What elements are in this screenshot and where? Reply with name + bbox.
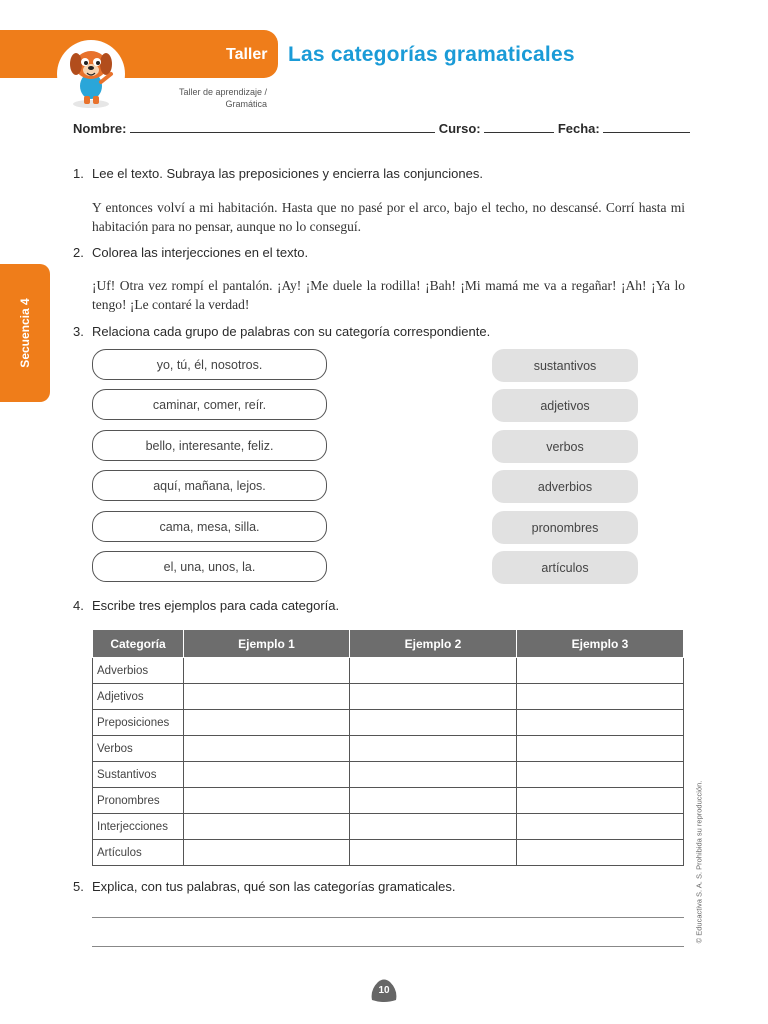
answer-cell[interactable]: [184, 814, 350, 840]
question-2-passage: ¡Uf! Otra vez rompí el pantalón. ¡Ay! ¡Me duele la rodilla! ¡Bah! ¡Mi mamá me va a regañar! ¡Ah! ¡Ya lo tengo! ¡Le contaré la verdad!: [92, 278, 685, 312]
answer-cell[interactable]: [517, 710, 684, 736]
answer-cell[interactable]: [184, 788, 350, 814]
table-header: Ejemplo 1: [184, 630, 350, 658]
page-number-badge: [368, 976, 400, 1004]
category-cell: Adverbios: [93, 658, 184, 684]
question-1-passage: Y entonces volví a mi habitación. Hasta que no pasé por el arco, bajo el techo, no descansé. Corrí hasta mi habitación para no pensar, aunque no lo conseguí.: [92, 200, 685, 234]
table-row: [93, 658, 684, 684]
table-row: [93, 762, 684, 788]
student-info-line: [73, 120, 685, 136]
page-title: Las categorías gramaticales: [288, 43, 575, 66]
sequence-tab-label: Secuencia 4: [18, 298, 32, 368]
answer-cell[interactable]: [184, 736, 350, 762]
sequence-tab: [0, 264, 50, 402]
answer-cell[interactable]: [350, 658, 517, 684]
table-row: [93, 710, 684, 736]
match-left-item[interactable]: el, una, unos, la.: [92, 551, 327, 582]
table-row: [93, 788, 684, 814]
page-number: 10: [378, 985, 390, 996]
answer-cell[interactable]: [350, 762, 517, 788]
table-header: Ejemplo 3: [517, 630, 684, 658]
answer-cell[interactable]: [350, 684, 517, 710]
curso-label: Curso:: [438, 121, 481, 136]
answer-line[interactable]: [92, 917, 684, 918]
match-right-item[interactable]: adjetivos: [492, 389, 638, 422]
question-5: 5. Explica, con tus palabras, qué son las categorías gramaticales.: [73, 879, 456, 894]
table-row: [93, 814, 684, 840]
curso-field[interactable]: [484, 120, 554, 133]
examples-table: [92, 629, 684, 866]
answer-cell[interactable]: [517, 788, 684, 814]
category-cell: Artículos: [93, 840, 184, 866]
question-2: 2. Colorea las interjecciones en el texto.: [73, 245, 309, 260]
match-left-item[interactable]: caminar, comer, reír.: [92, 389, 327, 420]
dog-mascot-icon: [55, 38, 127, 110]
category-cell: Interjecciones: [93, 814, 184, 840]
copyright-notice: © Educactiva S. A. S. Prohibida su reproducción.: [694, 780, 704, 944]
match-left-item[interactable]: aquí, mañana, lejos.: [92, 470, 327, 501]
category-cell: Verbos: [93, 736, 184, 762]
table-row: [93, 840, 684, 866]
answer-cell[interactable]: [184, 684, 350, 710]
nombre-field[interactable]: [130, 120, 435, 133]
match-left-item[interactable]: yo, tú, él, nosotros.: [92, 349, 327, 380]
table-row: [93, 684, 684, 710]
match-left-item[interactable]: bello, interesante, feliz.: [92, 430, 327, 461]
question-3: 3. Relaciona cada grupo de palabras con su categoría correspondiente.: [73, 324, 491, 339]
workshop-label: Taller: [226, 46, 268, 63]
answer-cell[interactable]: [350, 788, 517, 814]
category-cell: Sustantivos: [93, 762, 184, 788]
answer-cell[interactable]: [517, 684, 684, 710]
category-cell: Preposiciones: [93, 710, 184, 736]
question-1: 1. Lee el texto. Subraya las preposiciones y encierra las conjunciones.: [73, 166, 483, 181]
answer-cell[interactable]: [184, 710, 350, 736]
answer-line[interactable]: [92, 946, 684, 947]
answer-cell[interactable]: [184, 658, 350, 684]
nombre-label: Nombre:: [73, 121, 127, 136]
match-right-item[interactable]: sustantivos: [492, 349, 638, 382]
question-4: 4. Escribe tres ejemplos para cada categoría.: [73, 598, 340, 613]
match-right-item[interactable]: pronombres: [492, 511, 638, 544]
answer-cell[interactable]: [350, 814, 517, 840]
fecha-field[interactable]: [603, 120, 690, 133]
answer-cell[interactable]: [350, 840, 517, 866]
match-right-item[interactable]: adverbios: [492, 470, 638, 503]
answer-cell[interactable]: [350, 736, 517, 762]
fecha-label: Fecha:: [557, 121, 600, 136]
answer-cell[interactable]: [517, 658, 684, 684]
table-header: Categoría: [93, 630, 184, 658]
match-right-item[interactable]: artículos: [492, 551, 638, 584]
answer-cell[interactable]: [350, 710, 517, 736]
table-header: Ejemplo 2: [350, 630, 517, 658]
answer-cell[interactable]: [184, 762, 350, 788]
category-cell: Adjetivos: [93, 684, 184, 710]
match-right-item[interactable]: verbos: [492, 430, 638, 463]
answer-cell[interactable]: [517, 840, 684, 866]
match-left-item[interactable]: cama, mesa, silla.: [92, 511, 327, 542]
table-row: [93, 736, 684, 762]
answer-cell[interactable]: [517, 762, 684, 788]
subtitle: Taller de aprendizaje / Gramática: [178, 87, 267, 109]
category-cell: Pronombres: [93, 788, 184, 814]
answer-cell[interactable]: [184, 840, 350, 866]
answer-cell[interactable]: [517, 736, 684, 762]
answer-cell[interactable]: [517, 814, 684, 840]
